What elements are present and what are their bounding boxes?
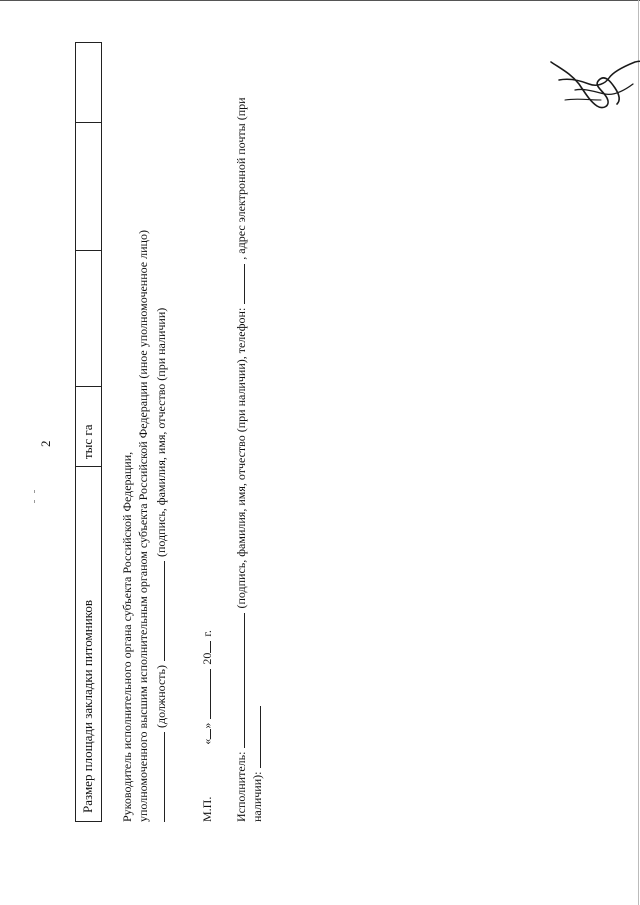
mp-label: М.П. — [200, 796, 214, 822]
caption-position: (должность) — [154, 665, 168, 728]
table-cell-value — [76, 122, 101, 123]
stamp-date-line: М.П. «» 20 г. — [200, 630, 214, 822]
executor-line-2 — [248, 706, 266, 822]
area-table — [75, 42, 102, 822]
table-cell-value — [76, 386, 101, 387]
rotated-document — [0, 12, 570, 872]
signatory-line-1: Руководитель исполнительного органа субъекта Российской Федерации, — [120, 451, 134, 822]
table-row-label: Размер площади закладки питомников — [80, 600, 95, 813]
page-number: 2 — [38, 440, 53, 447]
table-cell-value — [76, 250, 101, 251]
year-prefix: 20 — [200, 652, 214, 665]
position-signature-line — [152, 308, 170, 822]
page-top-edge — [0, 0, 640, 1]
executor-caption: (подпись, фамилия, имя, отчество (при наличии), телефон: — [234, 307, 248, 609]
year-suffix: г. — [200, 630, 214, 637]
signatory-line-2: уполномоченного высшим исполнительным органом субъекта Российской Федерации (иное уполномоченное лицо) — [136, 230, 150, 822]
caption-signature: (подпись, фамилия, имя, отчество (при наличии) — [154, 307, 168, 558]
page-right-edge — [638, 0, 639, 905]
executor-label: Исполнитель: — [234, 751, 248, 822]
table-unit: тыс га — [80, 424, 95, 459]
table-cell-unit — [76, 466, 101, 467]
executor-availability: наличии): — [250, 771, 264, 822]
executor-email: , адрес электронной почты (при — [234, 97, 248, 260]
